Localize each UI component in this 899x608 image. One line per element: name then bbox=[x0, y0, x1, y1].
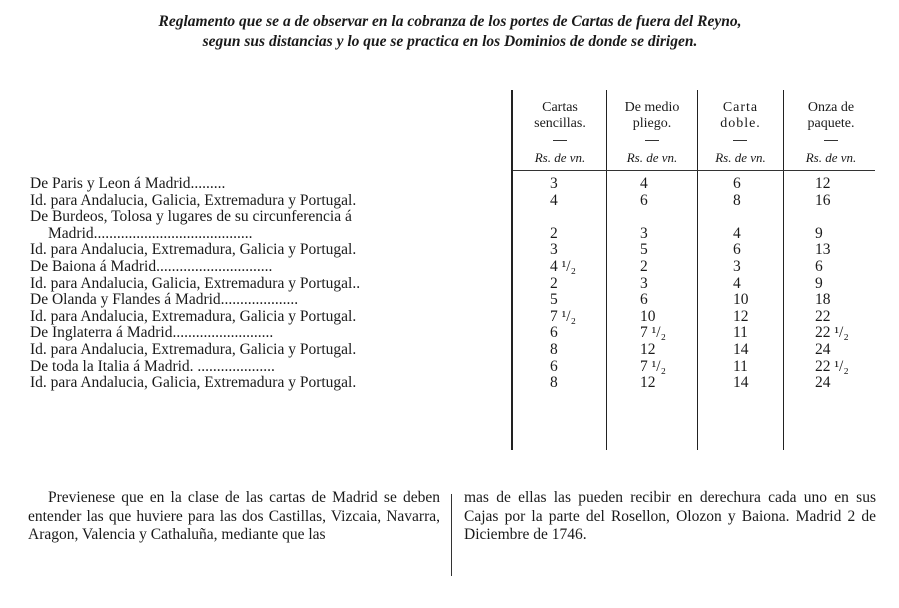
row-value-col-4: 9 bbox=[815, 224, 823, 242]
row-value-col-2: 7 ¹/₂ bbox=[640, 324, 666, 342]
header-dash-2 bbox=[645, 140, 659, 141]
row-value-col-1: 6 bbox=[550, 324, 558, 342]
table-row bbox=[30, 292, 890, 309]
row-label: De Inglaterra á Madrid.......................... bbox=[30, 325, 274, 342]
row-label: Id. para Andalucia, Galicia, Extremadura y Portugal.. bbox=[30, 275, 361, 292]
row-value-col-3: 11 bbox=[733, 357, 748, 375]
row-value-col-2: 3 bbox=[640, 274, 648, 292]
column-unit-2: Rs. de vn. bbox=[626, 150, 678, 165]
row-value-col-4: 22 ¹/₂ bbox=[815, 357, 849, 375]
row-label: De Baiona á Madrid.............................. bbox=[30, 258, 273, 275]
row-value-col-4: 22 ¹/₂ bbox=[815, 324, 849, 342]
row-label: De toda la Italia á Madrid. .................... bbox=[30, 358, 275, 375]
footer-note-left: Previenese que en la clase de las cartas de Madrid se deben entender las que huviere para las dos Castillas, Vizcaia, Navarra, Aragon, Valencia y Cathaluña, mediante que las bbox=[28, 489, 440, 543]
row-value-col-2: 6 bbox=[640, 291, 648, 309]
row-label: De Olanda y Flandes á Madrid.................... bbox=[30, 292, 299, 309]
title-line-1: Reglamento que se a de observar en la cobranza de los portes de Cartas de fuera del Reyno, bbox=[158, 13, 742, 30]
tariff-table-rows bbox=[30, 176, 890, 392]
title-line-2: segun sus distancias y lo que se practica en los Dominios de donde se dirigen. bbox=[202, 33, 698, 50]
column-header-paquete: Onza de paquete. bbox=[807, 100, 855, 131]
row-value-col-3: 8 bbox=[733, 191, 741, 209]
row-label: Madrid......................................... bbox=[48, 225, 253, 242]
row-value-col-1: 3 bbox=[550, 241, 558, 259]
row-label: Id. para Andalucia, Galicia, Extremadura y Portugal. bbox=[30, 375, 357, 392]
column-unit-1: Rs. de vn. bbox=[534, 150, 586, 165]
row-value-col-2: 2 bbox=[640, 257, 648, 275]
row-value-col-3: 14 bbox=[733, 340, 749, 358]
table-row bbox=[30, 342, 890, 359]
table-row bbox=[30, 226, 890, 243]
column-unit-4: Rs. de vn. bbox=[805, 150, 857, 165]
row-value-col-4: 9 bbox=[815, 274, 823, 292]
row-value-col-4: 24 bbox=[815, 374, 831, 392]
row-value-col-4: 13 bbox=[815, 241, 831, 259]
footer-divider bbox=[451, 494, 452, 576]
table-row bbox=[30, 276, 890, 293]
row-value-col-2: 10 bbox=[640, 307, 656, 325]
table-row bbox=[30, 242, 890, 259]
row-value-col-1: 4 bbox=[550, 191, 558, 209]
row-value-col-2: 4 bbox=[640, 175, 648, 192]
row-label: Id. para Andalucia, Galicia, Extremadura y Portugal. bbox=[30, 192, 357, 209]
header-underline bbox=[513, 170, 875, 171]
row-value-col-2: 12 bbox=[640, 340, 656, 358]
row-value-col-4: 12 bbox=[815, 175, 831, 192]
row-label: De Burdeos, Tolosa y lugares de su circunferencia á bbox=[30, 209, 352, 226]
row-value-col-2: 6 bbox=[640, 191, 648, 209]
row-value-col-2: 3 bbox=[640, 224, 648, 242]
document-title bbox=[20, 12, 880, 52]
row-label: Id. para Andalucia, Extremadura, Galicia y Portugal. bbox=[30, 341, 357, 358]
table-row bbox=[30, 325, 890, 342]
row-value-col-3: 4 bbox=[733, 224, 741, 242]
row-value-col-3: 3 bbox=[733, 257, 741, 275]
column-unit-3: Rs. de vn. bbox=[715, 150, 766, 165]
row-value-col-4: 22 bbox=[815, 307, 831, 325]
header-dash-1 bbox=[553, 140, 567, 141]
row-value-col-2: 5 bbox=[640, 241, 648, 259]
row-value-col-1: 6 bbox=[550, 357, 558, 375]
column-header-sencillas: Cartas sencillas. bbox=[534, 100, 586, 131]
row-value-col-2: 12 bbox=[640, 374, 656, 392]
row-value-col-1: 4 ¹/₂ bbox=[550, 257, 576, 275]
row-value-col-1: 5 bbox=[550, 291, 558, 309]
row-label: Id. para Andalucia, Extremadura, Galicia y Portugal. bbox=[30, 308, 357, 325]
row-value-col-3: 12 bbox=[733, 307, 749, 325]
row-label: De Paris y Leon á Madrid......... bbox=[30, 176, 226, 192]
row-value-col-3: 6 bbox=[733, 175, 741, 192]
footer-note-right: mas de ellas las pueden recibir en derechura cada uno en sus Cajas por la parte del Rosellon, Olozon y Baiona. Madrid 2 de Diciembre de 1746. bbox=[464, 489, 876, 543]
table-row bbox=[30, 193, 890, 210]
header-dash-4 bbox=[824, 140, 838, 141]
row-value-col-4: 18 bbox=[815, 291, 831, 309]
row-value-col-3: 10 bbox=[733, 291, 749, 309]
row-value-col-4: 16 bbox=[815, 191, 831, 209]
row-value-col-1: 8 bbox=[550, 374, 558, 392]
row-value-col-1: 2 bbox=[550, 274, 558, 292]
row-value-col-3: 4 bbox=[733, 274, 741, 292]
row-value-col-3: 11 bbox=[733, 324, 748, 342]
row-value-col-1: 2 bbox=[550, 224, 558, 242]
table-row bbox=[30, 176, 890, 193]
row-value-col-4: 24 bbox=[815, 340, 831, 358]
column-header-medio-pliego: De medio pliego. bbox=[624, 100, 680, 131]
header-dash-3 bbox=[733, 140, 747, 141]
row-value-col-1: 3 bbox=[550, 175, 558, 192]
table-row bbox=[30, 209, 890, 226]
row-value-col-1: 7 ¹/₂ bbox=[550, 307, 576, 325]
row-value-col-1: 8 bbox=[550, 340, 558, 358]
row-value-col-2: 7 ¹/₂ bbox=[640, 357, 666, 375]
column-header-doble: Carta doble. bbox=[720, 100, 761, 131]
table-row bbox=[30, 309, 890, 326]
row-value-col-4: 6 bbox=[815, 257, 823, 275]
row-label: Id. para Andalucia, Extremadura, Galicia y Portugal. bbox=[30, 242, 357, 259]
table-row bbox=[30, 375, 890, 392]
row-value-col-3: 6 bbox=[733, 241, 741, 259]
table-row bbox=[30, 259, 890, 276]
row-value-col-3: 14 bbox=[733, 374, 749, 392]
table-row bbox=[30, 359, 890, 376]
